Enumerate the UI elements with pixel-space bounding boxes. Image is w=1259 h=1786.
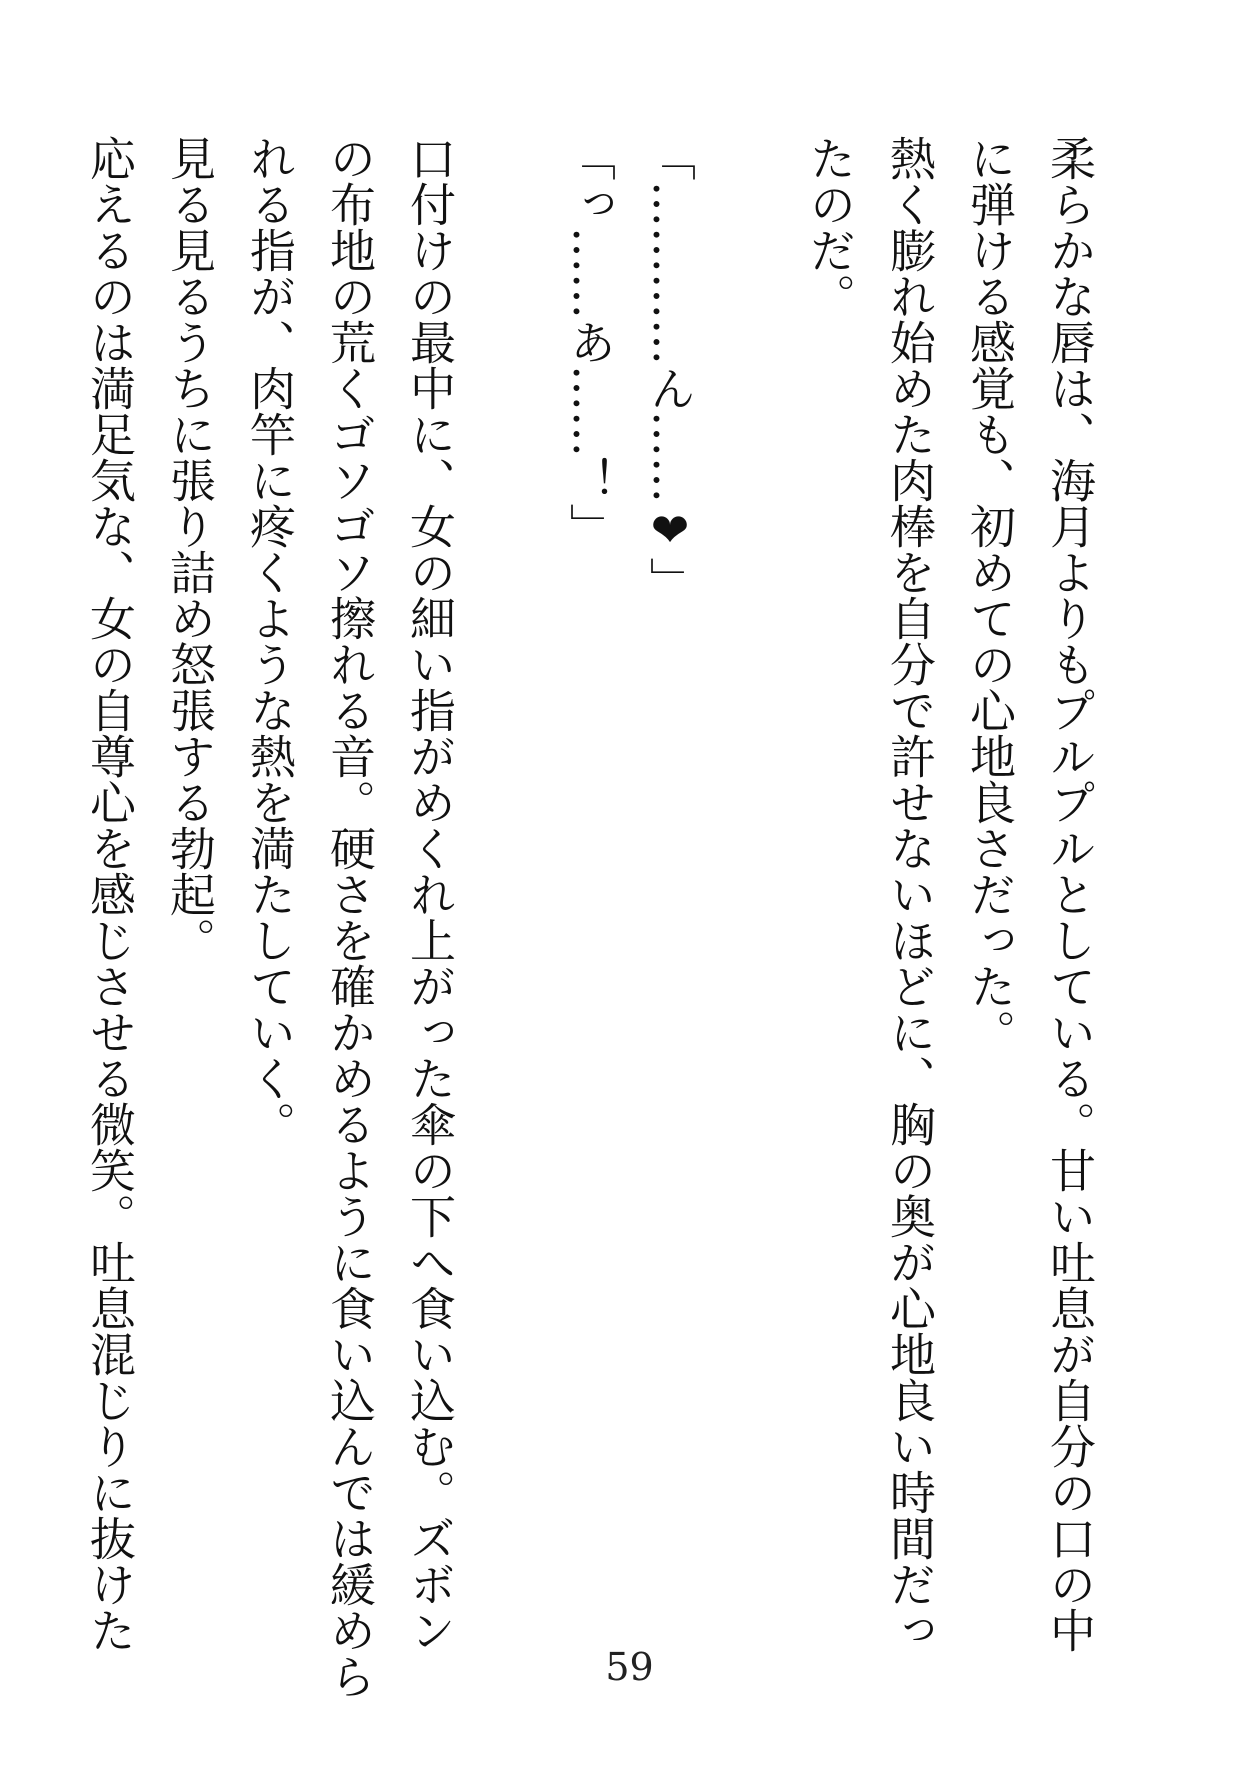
dialogue-line: 「っ……あ……！」 [563, 135, 617, 549]
text-line: 柔らかな唇は、海月よりもプルプルとしている。甘い吐息が自分の口の中 [1043, 135, 1097, 1653]
text-line: 熱く膨れ始めた肉棒を自分で許せないほどに、胸の奥が心地良い時間だっ [883, 135, 937, 1653]
blank-line [470, 135, 550, 1635]
page-number: 59 [605, 1645, 654, 1689]
text-line: 口付けの最中に、女の細い指がめくれ上がった傘の下へ食い込む。ズボン [403, 135, 457, 1653]
blank-line [710, 135, 790, 1635]
text-line: に弾ける感覚も、初めての心地良さだった。 [963, 135, 1017, 1055]
text-line: の布地の荒くゴソゴソ擦れる音。硬さを確かめるように食い込んでは緩めら [323, 135, 377, 1699]
text-line: れる指が、肉竿に疼くような熱を満たしていく。 [243, 135, 297, 1147]
text-line: 応えるのは満足気な、女の自尊心を感じさせる微笑。吐息混じりに抜けた [83, 135, 137, 1653]
text-line: 見る見るうちに張り詰め怒張する勃起。 [163, 135, 217, 963]
dialogue-line: 「…………ん……❤」 [643, 135, 697, 603]
text-line: たのだ。 [803, 135, 857, 319]
